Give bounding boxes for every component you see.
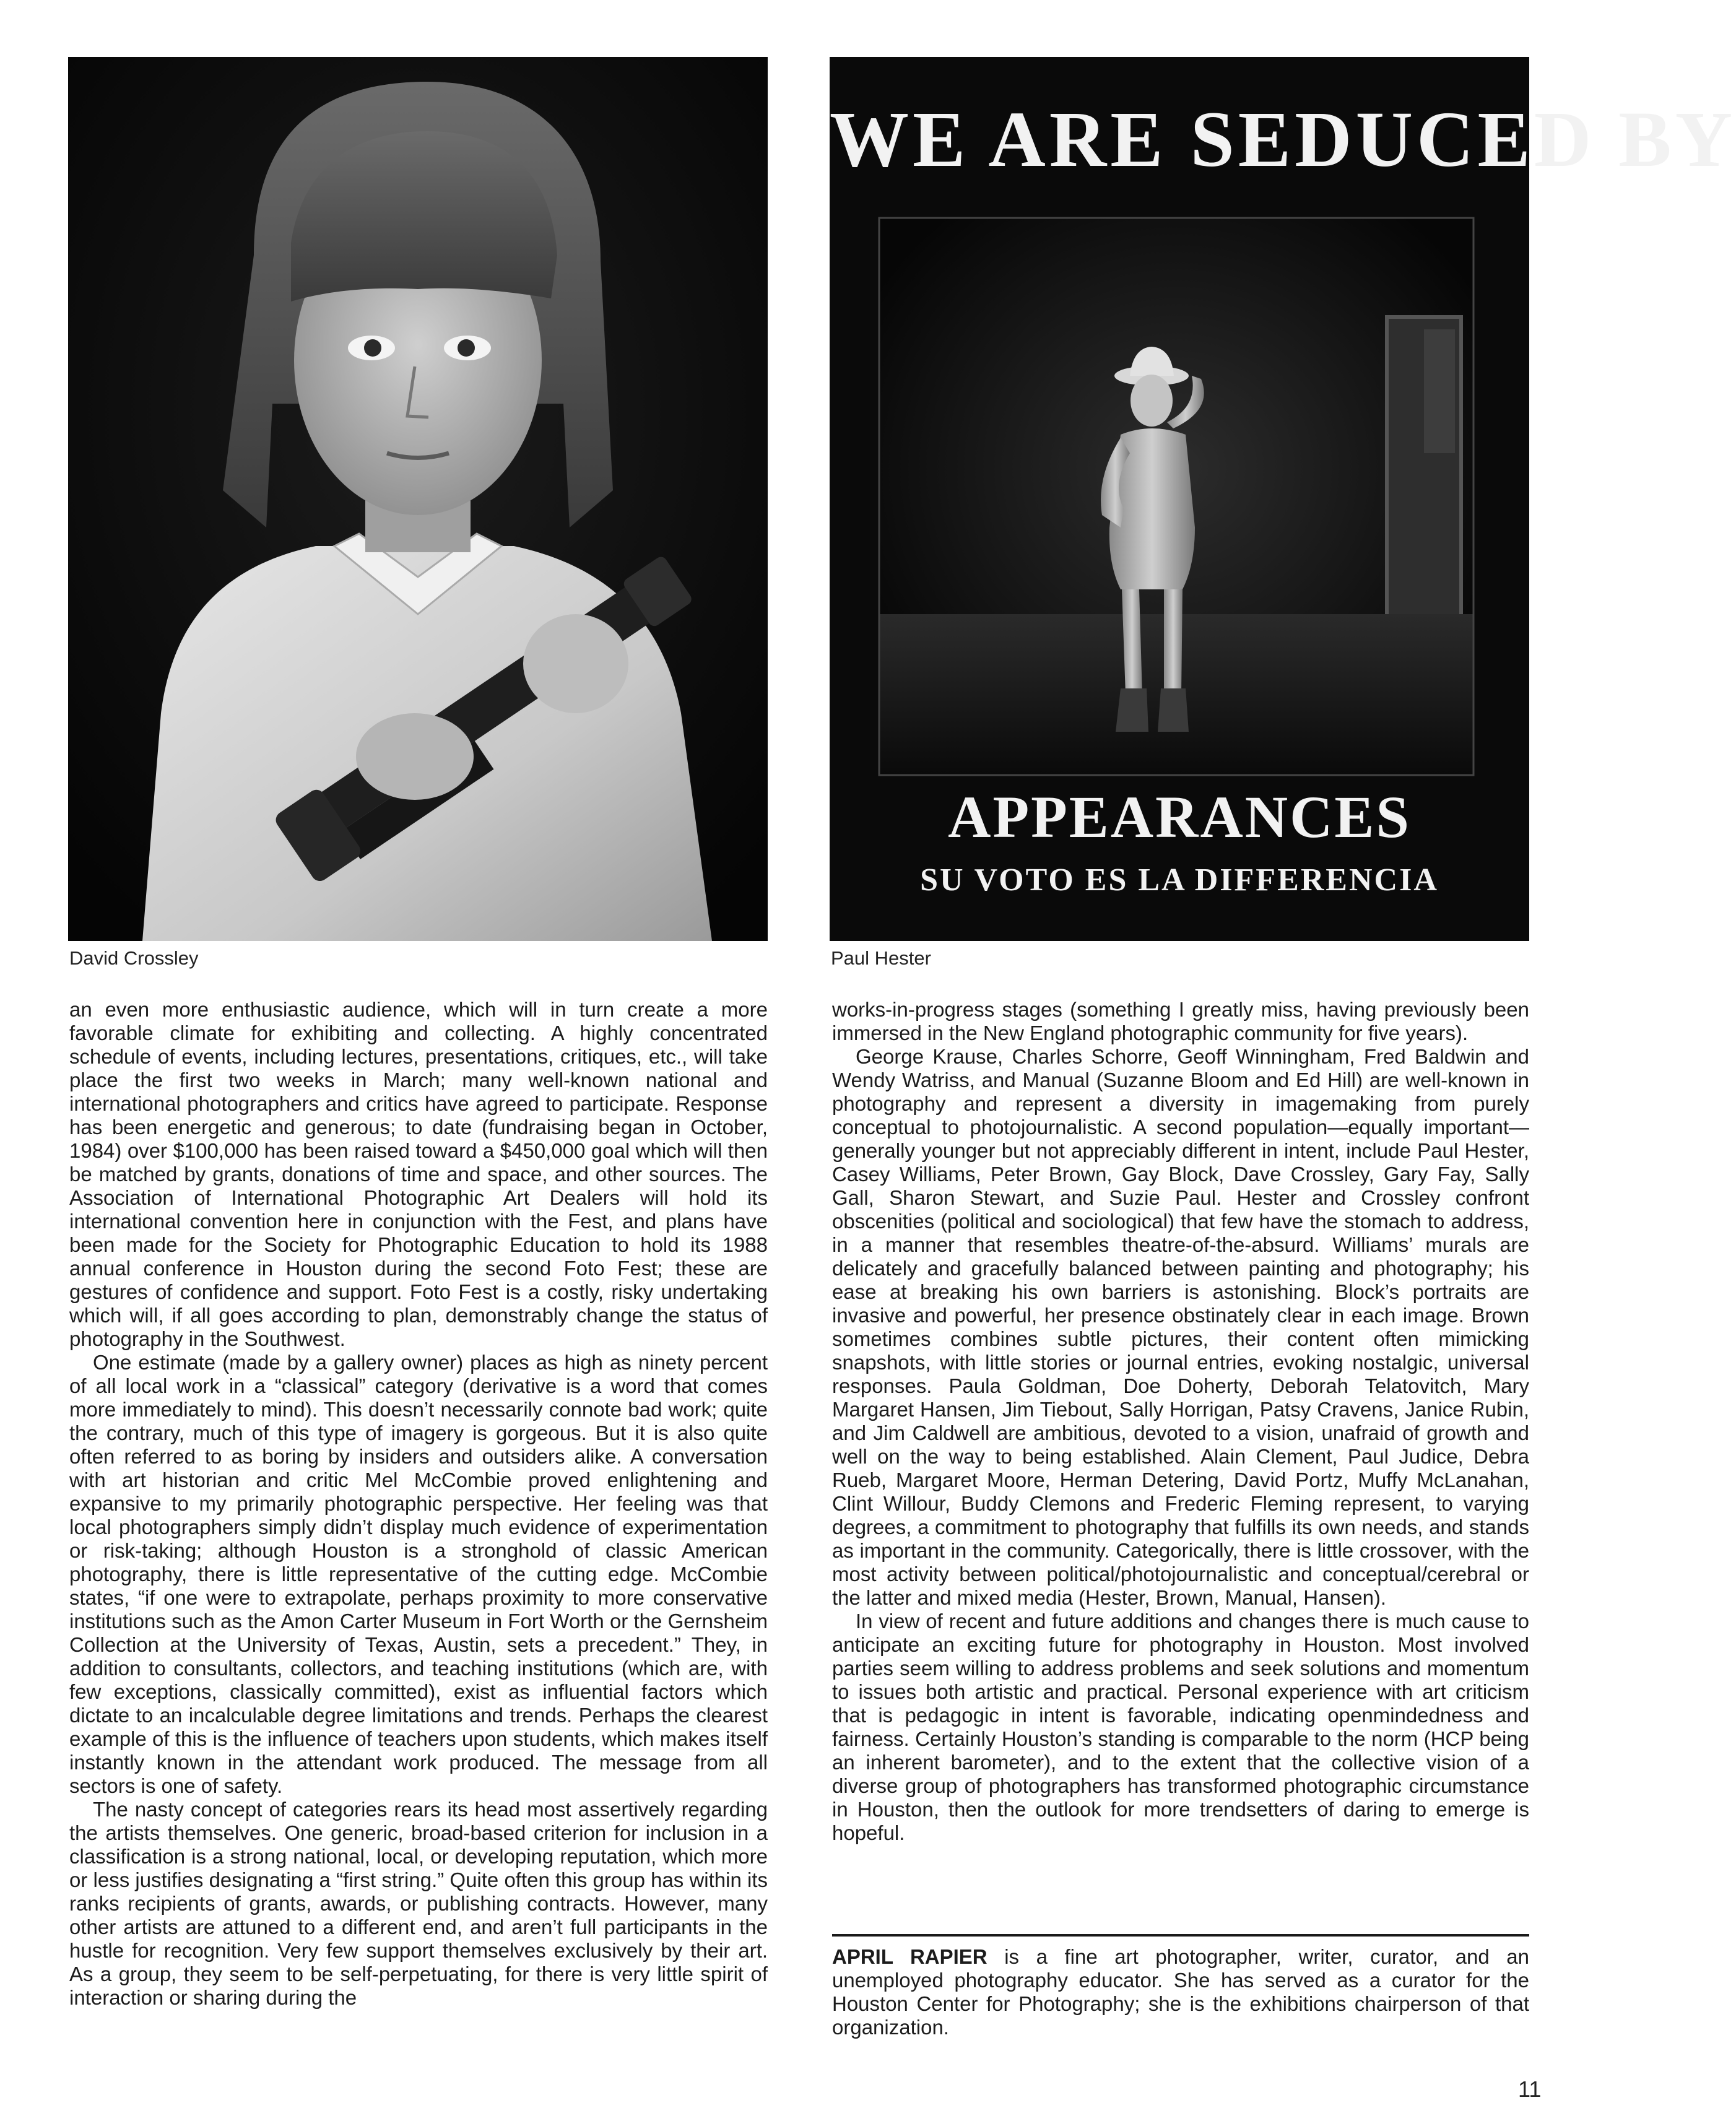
article-paragraph: In view of recent and future additions and changes there is much cause to anticipate an exciting future for photography in Houston. Most involved parties seem willing to address problems and seek solutions and momentum to issues both artistic and practical. Personal experience with art criticism that is pedagogic in intent is favorable, indicating openmindedness and fairness. Certainly Houston’s standing is comparable to the norm (HCP being an inherent barometer), and to the extent that the collective vision of a diverse group of photographers has transformed photographic circumstance in Houston, then the outlook for more trendsetters of daring to emerge is hopeful. <box>832 1610 1529 1844</box>
poster-title: APPEARANCES <box>948 784 1411 850</box>
author-divider <box>832 1934 1529 1937</box>
article-paragraph: works-in-progress stages (something I greatly miss, having previously been immersed in the New England photographic community for five years). <box>832 998 1529 1044</box>
article-paragraph: The nasty concept of categories rears its head most assertively regarding the artists themselves. One generic, broad-based criterion for inclusion in a classification is a strong national, local, or developing reputation, which more or less justifies designating a “first string.” Quite often this group has within its ranks recipients of grants, awards, or publishing contracts. However, many other artists are attuned to a different end, and aren’t full participants in the hustle for recognition. Very few support themselves exclusively by their art. As a group, they seem to be self-perpetuating, for there is very little spirit of interaction or sharing during the <box>69 1798 768 2009</box>
author-name: APRIL RAPIER <box>832 1945 987 1968</box>
article-column-left <box>69 998 768 2010</box>
photo-credit-left: David Crossley <box>69 947 199 969</box>
poster-headline: WE ARE SEDUCED BY <box>830 95 1736 183</box>
page-number: 11 <box>1518 2076 1542 2102</box>
article-column-right <box>832 998 1529 1845</box>
article-paragraph: One estimate (made by a gallery owner) places as high as ninety percent of all local work in a “classical” category (derivative is a word that comes more immediately to mind). This doesn’t necessarily connote bad work; quite the contrary, much of this type of imagery is gorgeous. But it is also quite often referred to as boring by insiders and outsiders alike. A conversation with art historian and critic Mel McCombie proved enlightening and expansive to my primarily photographic perspective. Her feeling was that local photographers simply didn’t display much evidence of experimentation or risk-taking; although Houston is a stronghold of classic American photography, there is little representative of the cutting edge. McCombie states, “if one were to extrapolate, perhaps proximity to more conservative institutions such as the Amon Carter Museum in Fort Worth or the Gernsheim Collection at the University of Texas, Austin, sets a precedent.” They, in addition to consultants, collectors, and teaching institutions (which are, with few exceptions, classically committed), exist as influential factors which dictate to an incalculable degree limitations and trends. Perhaps the clearest example of this is the influence of teachers upon students, which makes itself instantly known in the attendant work produced. The message from all sectors is one of safety. <box>69 1351 768 1797</box>
author-bio <box>832 1945 1529 2039</box>
photo-child-illustration <box>68 57 768 941</box>
poster-subtitle: SU VOTO ES LA DIFFERENCIA <box>920 862 1439 898</box>
article-paragraph: an even more enthusiastic audience, which will in turn create a more favorable climate for exhibiting and collecting. A highly concentrated schedule of events, including lectures, presentations, critiques, etc., will take place the first two weeks in March; many well-known national and international photographers and critics have agreed to participate. Response has been energetic and generous; to date (fundraising began in October, 1984) over $100,000 has been raised toward a $450,000 goal which will then be matched by grants, donations of time and space, and other sources. The Association of International Photographic Art Dealers will hold its international convention here in conjunction with the Fest, and plans have been made for the Society for Photographic Education to hold its 1988 annual conference in Houston during the second Foto Fest; these are gestures of confidence and support. Foto Fest is a costly, risky undertaking which will, if all goes according to plan, demonstrably change the status of photography in the Southwest. <box>69 998 768 1350</box>
photo-child-with-gun <box>68 57 768 941</box>
photo-credit-right: Paul Hester <box>831 947 931 969</box>
article-paragraph: George Krause, Charles Schorre, Geoff Winningham, Fred Baldwin and Wendy Watriss, and Manual (Suzanne Bloom and Ed Hill) are well-known in photography and represent a diversity in imagemaking from purely conceptual to photojournalistic. A second population—equally important—generally younger but not appreciably different in intent, include Paul Hester, Casey Williams, Peter Brown, Gay Block, Dave Crossley, Gary Fay, Sally Gall, Sharon Stewart, and Suzie Paul. Hester and Crossley confront obscenities (political and sociological) that few have the stomach to address, in a manner that resembles theatre-of-the-absurd. Williams’ murals are delicately and gracefully balanced between painting and photography; his ease at breaking his own barriers is astonishing. Block’s portraits are invasive and powerful, her presence obstinately clear in each image. Brown sometimes combines subtle pictures, their content often mimicking snapshots, with little stories or journal entries, evoking nostalgic, universal responses. Paula Goldman, Doe Doherty, Deborah Telatovitch, Mary Margaret Hansen, Jim Tiebout, Sally Horrigan, Patsy Cravens, Janice Rubin, and Jim Caldwell are ambitious, devoted to a vision, unafraid of growth and well on the way to being established. Alain Clement, Paul Judice, Debra Rueb, Margaret Moore, Herman Detering, David Portz, Muffy McLanahan, Clint Willour, Buddy Clemons and Frederic Fleming represent, to varying degrees, a commitment to photography that fulfills its own needs, and stands as important in the community. Categorically, there is little crossover, with the most activity between political/photojournalistic and conceptual/cerebral or the latter and mixed media (Hester, Brown, Manual, Hansen). <box>832 1045 1529 1609</box>
author-description: is a fine art photographer, writer, curator, and an unemployed photography educator. She has served as a curator for the Houston Center for Photography; she is the exhibitions chairperson of that organization. <box>832 1945 1529 2039</box>
photo-appearances-poster <box>830 57 1736 941</box>
